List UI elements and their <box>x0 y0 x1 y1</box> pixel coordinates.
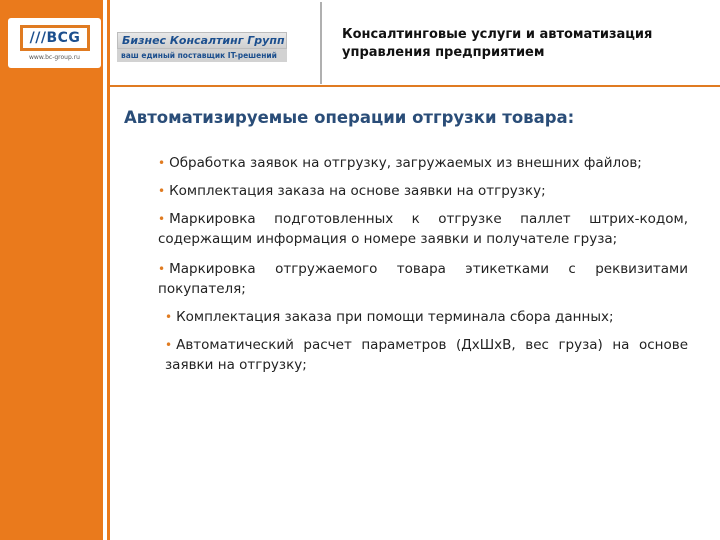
bullet-text: Маркировка подготовленных к отгрузке паллет штрих-кодом, содержащим информация о номере заявки и получателе груза; <box>158 211 688 247</box>
bullet-item <box>158 181 698 201</box>
header-underline <box>110 85 720 87</box>
bullet-dot-icon: • <box>158 156 166 170</box>
bullet-item <box>158 259 688 299</box>
bullet-text: Маркировка отгружаемого товара этикетками с реквизитами покупателя; <box>158 261 688 297</box>
bullet-dot-icon: • <box>165 338 173 352</box>
bullet-dot-icon: • <box>165 310 173 324</box>
company-logo <box>8 18 101 68</box>
bullet-dot-icon: • <box>158 212 166 226</box>
slide-title: Автоматизируемые операции отгрузки товара: <box>124 108 575 127</box>
left-orange-band <box>0 0 103 540</box>
bullet-text: Обработка заявок на отгрузку, загружаемых из внешних файлов; <box>169 155 642 171</box>
bullet-item <box>158 209 688 249</box>
bullet-text: Комплектация заказа на основе заявки на отгрузку; <box>169 183 546 199</box>
logo-url: www.bc-group.ru <box>29 54 80 61</box>
brand-tagline: ваш единый поставщик IT-решений <box>117 49 287 62</box>
header-title: Консалтинговые услуги и автоматизация управления предприятием <box>342 27 653 60</box>
bullet-text: Комплектация заказа при помощи терминала сбора данных; <box>176 309 614 325</box>
bullet-text: Автоматический расчет параметров (ДхШхВ, вес груза) на основе заявки на отгрузку; <box>165 337 688 373</box>
bullet-item <box>158 153 698 173</box>
bullet-item <box>165 335 688 375</box>
header-divider <box>320 2 322 84</box>
brand-name: Бизнес Консалтинг Групп <box>117 32 287 49</box>
bullet-dot-icon: • <box>158 184 166 198</box>
bullet-item <box>165 307 695 327</box>
bullet-dot-icon: • <box>158 262 166 276</box>
logo-badge: ///BCG <box>20 25 90 51</box>
left-orange-stripe <box>107 0 110 540</box>
